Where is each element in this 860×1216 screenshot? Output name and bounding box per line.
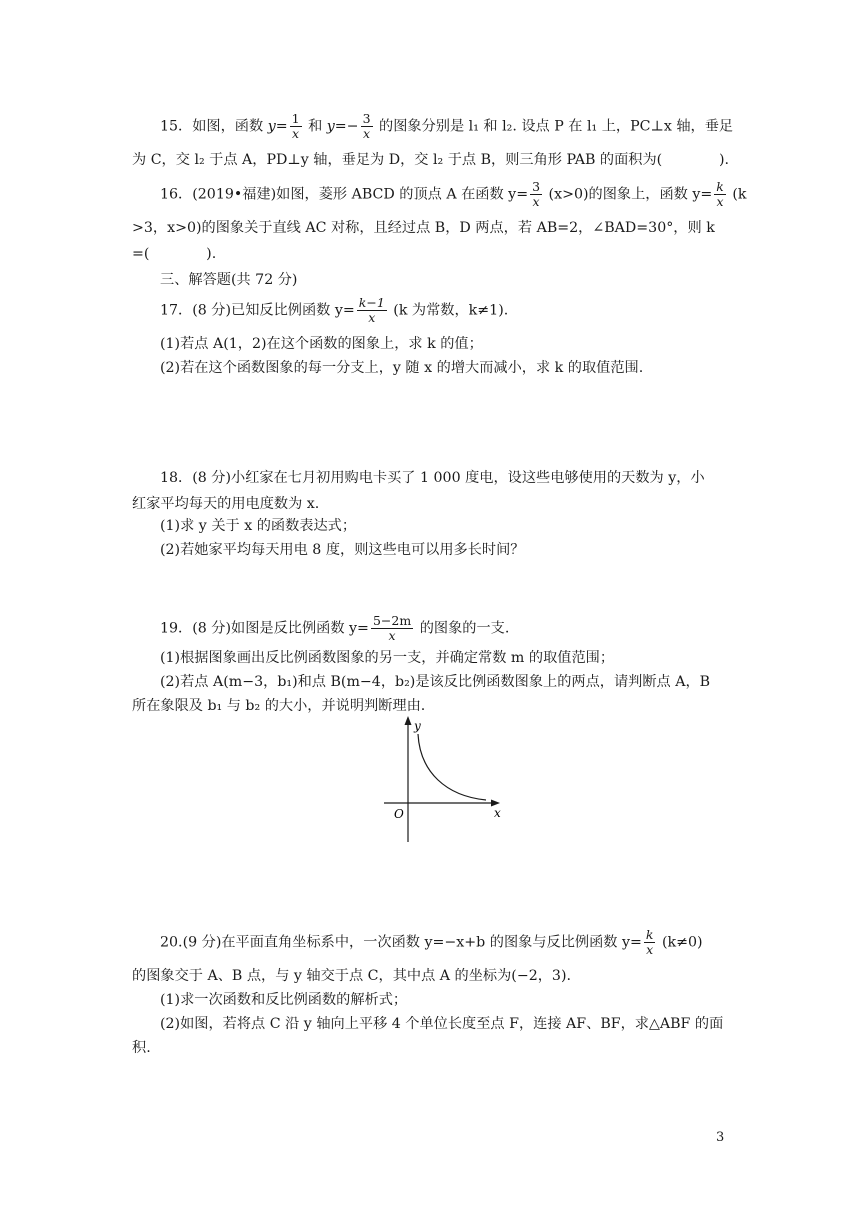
q17-part-2: (2)若在这个函数图象的每一分支上，y 随 x 的增大而减小，求 k 的取值范围. — [160, 360, 644, 376]
q15-eq: = — [275, 118, 288, 135]
q20-part-2-cont: 积. — [132, 1040, 151, 1056]
fraction-numerator: k — [716, 179, 724, 194]
fraction-numerator: 3 — [362, 111, 371, 126]
q20-fraction — [644, 928, 656, 957]
q19-text: 的图象的一支. — [415, 620, 510, 637]
section-heading: 三、解答题(共 72 分) — [160, 272, 298, 288]
q20-line-1 — [160, 928, 703, 957]
q16-text: (k — [727, 186, 747, 203]
fraction-numerator: 1 — [291, 111, 300, 126]
q16-text: (x>0)的图象上，函数 y= — [544, 186, 713, 203]
origin-label: O — [394, 807, 404, 821]
q20-part-1: (1)求一次函数和反比例函数的解析式； — [160, 992, 408, 1008]
q18-part-2: (2)若她家平均每天用电 8 度，则这些电可以用多长时间？ — [160, 542, 525, 558]
q16-line-3: =( ). — [132, 246, 217, 262]
q15-line-2: 为 C，交 l₂ 于点 A，PD⊥y 轴，垂足为 D，交 l₂ 于点 B，则三角形 PAB 的面积为( ). — [132, 152, 729, 168]
fraction-denominator: x — [363, 126, 371, 141]
q18-line-1: 18．(8 分)小红家在七月初用购电卡买了 1 000 度电，设这些电够使用的天数为 y，小 — [160, 470, 705, 486]
q20-text: (k≠0) — [657, 934, 703, 951]
q19-part-2: (2)若点 A(m−3，b₁)和点 B(m−4，b₂)是该反比例函数图象上的两点，请判断点 A，B — [160, 674, 711, 690]
q15-line-1 — [160, 112, 733, 141]
q20-text: 20.(9 分)在平面直角坐标系中，一次函数 y=−x+b 的图象与反比例函数 y= — [160, 934, 642, 951]
q15-text: 的图象分别是 l₁ 和 l₂. 设点 P 在 l₁ 上，PC⊥x 轴，垂足 — [374, 118, 734, 135]
hyperbola-branch — [418, 734, 486, 800]
q19-text: 19．(8 分)如图是反比例函数 y= — [160, 620, 369, 637]
q19-graph-figure — [376, 712, 516, 852]
page-number: 3 — [716, 1130, 725, 1145]
q16-line-1 — [160, 180, 747, 209]
q17-text: 17．(8 分)已知反比例函数 y= — [160, 302, 355, 319]
q16-fraction-2 — [714, 180, 726, 209]
y-axis-label: y — [414, 719, 421, 733]
q17-line-1 — [160, 296, 508, 325]
fraction-numerator: 5−2m — [372, 613, 412, 628]
x-axis-label: x — [494, 806, 501, 820]
q17-text: (k 为常数，k≠1). — [388, 302, 509, 319]
q20-part-2: (2)如图，若将点 C 沿 y 轴向上平移 4 个单位长度至点 F，连接 AF、BF，求△ABF 的面 — [160, 1016, 724, 1032]
q15-text: 15．如图，函数 — [160, 118, 268, 135]
q16-text: 16．(2019•福建)如图，菱形 ABCD 的顶点 A 在函数 y= — [160, 186, 529, 203]
q15-fraction-2 — [361, 112, 373, 141]
q19-fraction — [371, 614, 413, 643]
fraction-denominator: x — [646, 942, 654, 957]
fraction-denominator: x — [368, 310, 376, 325]
q19-part-2-cont: 所在象限及 b₁ 与 b₂ 的大小，并说明判断理由. — [132, 698, 426, 714]
q16-fraction-1 — [530, 180, 542, 209]
fraction-denominator: x — [532, 194, 540, 209]
fraction-denominator: x — [388, 628, 396, 643]
q15-var: y — [326, 118, 335, 135]
q16-line-2: >3，x>0)的图象关于直线 AC 对称，且经过点 B，D 两点，若 AB=2，∠BAD=30°，则 k — [132, 220, 715, 236]
fraction-numerator: k−1 — [358, 295, 385, 310]
q20-line-2: 的图象交于 A、B 点，与 y 轴交于点 C，其中点 A 的坐标为(−2，3). — [132, 968, 572, 984]
fraction-numerator: k — [645, 927, 654, 942]
q17-part-1: (1)若点 A(1，2)在这个函数的图象上，求 k 的值； — [160, 336, 483, 352]
q15-var: y — [267, 118, 276, 135]
q19-part-1: (1)根据图象画出反比例函数图象的另一支，并确定常数 m 的取值范围； — [160, 650, 615, 666]
q15-fraction-1 — [290, 112, 302, 141]
q15-text: 和 — [303, 118, 327, 135]
q18-part-1: (1)求 y 关于 x 的函数表达式； — [160, 518, 357, 534]
q15-eq: =− — [334, 118, 359, 135]
y-axis-arrow — [405, 716, 412, 725]
fraction-denominator: x — [292, 126, 300, 141]
fraction-denominator: x — [716, 194, 724, 209]
q17-fraction — [357, 296, 387, 325]
q18-line-2: 红家平均每天的用电度数为 x. — [132, 496, 320, 512]
q19-line-1 — [160, 614, 509, 643]
fraction-numerator: 3 — [532, 179, 541, 194]
